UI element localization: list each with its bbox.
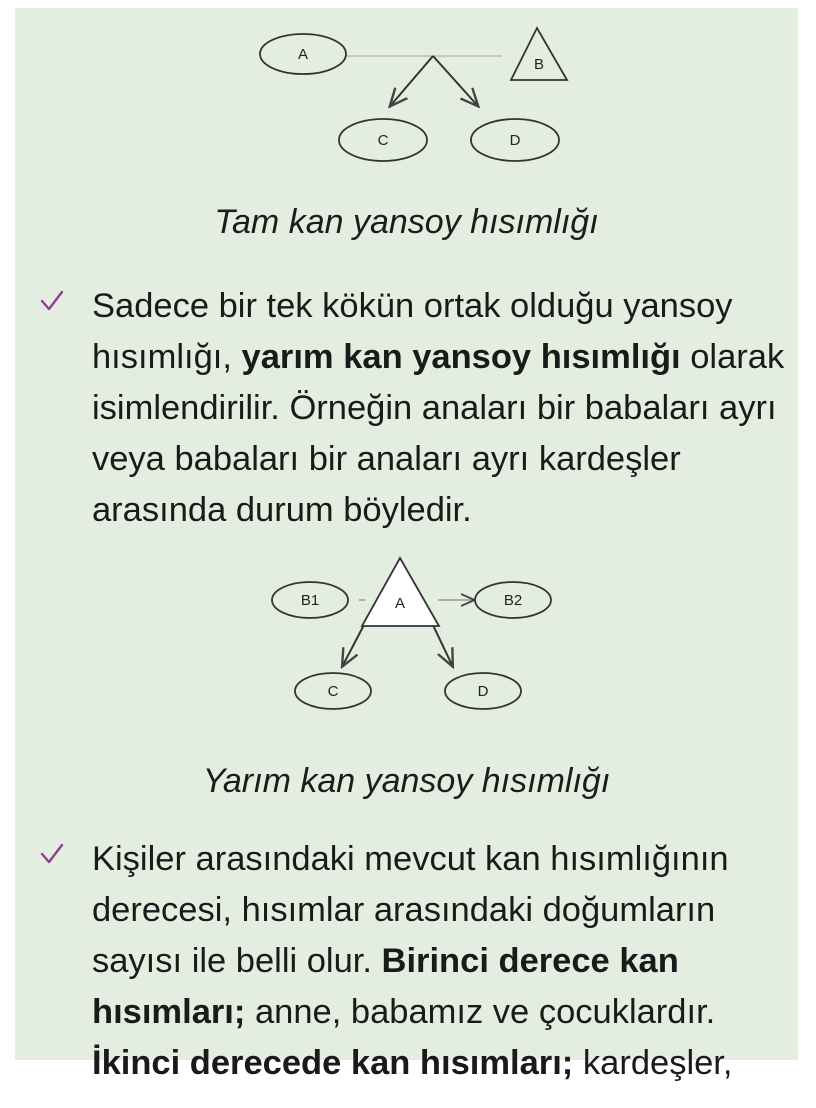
node-a-triangle	[362, 558, 439, 626]
node-c	[339, 119, 427, 161]
bold-term: yarım kan yansoy hısımlığı	[241, 338, 681, 376]
node-b	[511, 28, 567, 80]
bold-term: Birinci derece kan hısımları;	[92, 942, 679, 1031]
bullet2-text: Kişiler arasındaki mevcut kan hısımlığının derecesi, hısımlar arasındaki doğumların sayısı ile belli olur. Birinci derece kan hısımları; anne, babamız ve çocuklardır. İkinci derecede kan hısımları; kardeşler,	[92, 840, 733, 1082]
content-panel	[15, 8, 798, 1082]
svg-text:C: C	[377, 132, 389, 149]
node-c	[295, 673, 371, 709]
svg-text:D: D	[509, 132, 521, 149]
node-a	[260, 34, 346, 74]
caption-full-blood: Tam kan yansoy hısımlığı	[214, 203, 599, 241]
svg-text:B2: B2	[503, 592, 523, 609]
half-blood-diagram	[255, 553, 565, 713]
bold-term: İkinci derecede kan hısımları;	[92, 1044, 574, 1082]
check-icon	[37, 287, 67, 317]
bullet-blood-degree	[37, 834, 789, 1089]
node-d	[471, 119, 559, 161]
check-icon	[37, 840, 67, 870]
svg-text:A: A	[297, 46, 309, 63]
svg-text:C: C	[327, 683, 339, 700]
svg-text:D: D	[477, 683, 489, 700]
caption-half-blood: Yarım kan yansoy hısımlığı	[202, 762, 611, 800]
svg-text:A: A	[394, 595, 406, 612]
node-b2	[475, 582, 551, 618]
svg-text:B: B	[533, 56, 545, 73]
svg-text:B1: B1	[300, 592, 320, 609]
full-blood-diagram	[245, 16, 575, 166]
node-b1	[272, 582, 348, 618]
bullet1-text: Sadece bir tek kökün ortak olduğu yansoy hısımlığı, yarım kan yansoy hısımlığı olarak isimlendirilir. Örneğin anaları bir babaları ayrı veya babaları bir anaları ayrı kardeşler arasında durum böyledir.	[92, 287, 785, 529]
bullet-half-blood	[37, 281, 789, 536]
node-d	[445, 673, 521, 709]
